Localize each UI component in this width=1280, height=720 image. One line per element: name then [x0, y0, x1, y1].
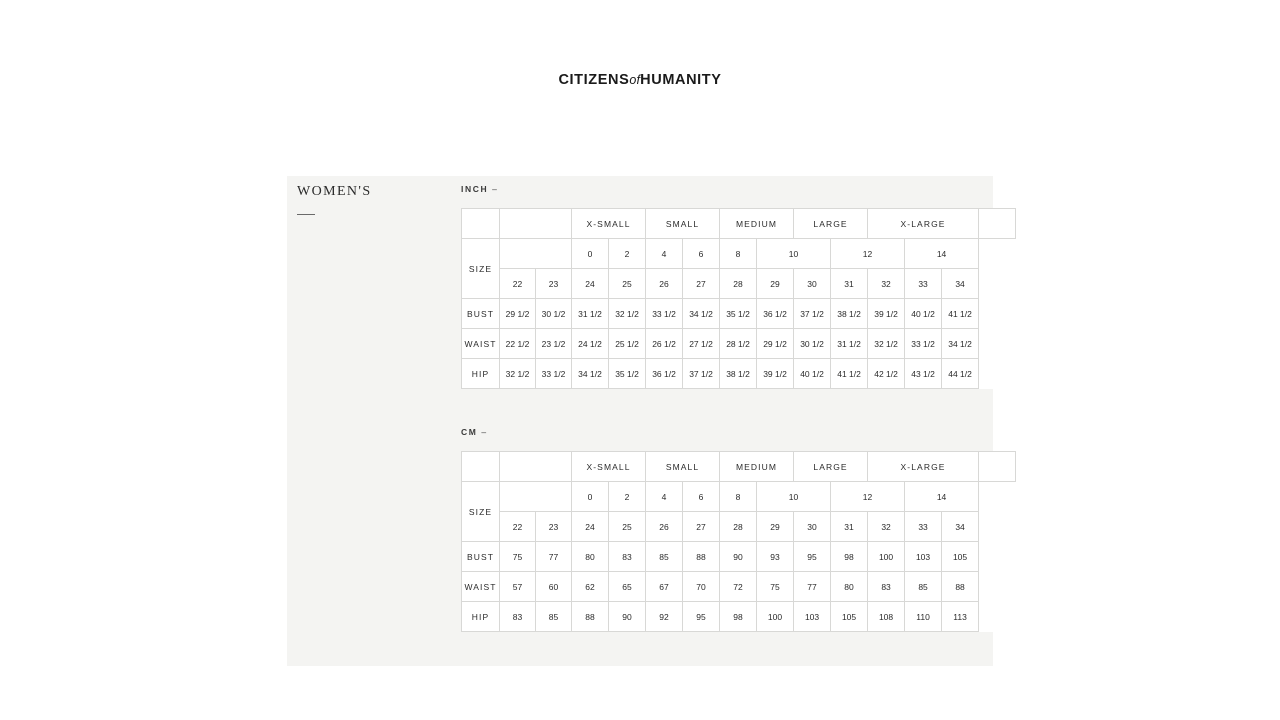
measure-cell: 41 1/2	[942, 299, 979, 329]
table-row-group-headers	[462, 209, 1053, 239]
measure-cell: 88	[942, 572, 979, 602]
measure-cell: 67	[646, 572, 683, 602]
measure-cell: 31 1/2	[572, 299, 609, 329]
cell-blank	[500, 452, 572, 482]
us-size-cell: 10	[757, 239, 831, 269]
section-spacer	[461, 389, 993, 427]
measure-cell: 36 1/2	[757, 299, 794, 329]
us-size-cell: 6	[683, 482, 720, 512]
group-header-xsmall: X-SMALL	[572, 209, 646, 239]
measure-cell: 80	[831, 572, 868, 602]
group-header-small: SMALL	[646, 209, 720, 239]
eu-size-cell: 27	[683, 269, 720, 299]
table-row-us-sizes	[462, 239, 1053, 269]
measure-cell: 42 1/2	[868, 359, 905, 389]
eu-size-cell: 34	[942, 269, 979, 299]
measure-cell: 33 1/2	[536, 359, 572, 389]
measure-cell: 75	[500, 542, 536, 572]
cell-blank	[500, 239, 572, 269]
unit-label-inch-text: INCH	[461, 184, 489, 194]
measure-cell: 72	[720, 572, 757, 602]
measure-cell: 40 1/2	[905, 299, 942, 329]
size-chart-panel	[287, 176, 993, 666]
us-size-cell: 6	[683, 239, 720, 269]
measure-cell: 32 1/2	[500, 359, 536, 389]
us-size-cell: 8	[720, 482, 757, 512]
measure-cell: 28 1/2	[720, 329, 757, 359]
measure-cell: 34 1/2	[942, 329, 979, 359]
us-size-cell: 14	[905, 482, 979, 512]
size-table-inch	[461, 208, 1053, 389]
eu-size-cell: 31	[831, 269, 868, 299]
measure-cell: 95	[683, 602, 720, 632]
measure-cell: 85	[536, 602, 572, 632]
panel-content	[461, 176, 993, 666]
table-row	[462, 602, 1053, 632]
measure-cell: 30 1/2	[794, 329, 831, 359]
brand-name-of: of	[629, 73, 641, 87]
eu-size-cell: 28	[720, 512, 757, 542]
measure-cell: 88	[683, 542, 720, 572]
eu-size-cell: 30	[794, 269, 831, 299]
unit-label-cm-dash: –	[481, 427, 488, 437]
measure-cell: 83	[868, 572, 905, 602]
group-header-xlarge: X-LARGE	[868, 209, 979, 239]
cell-blank	[500, 482, 572, 512]
eu-size-cell: 33	[905, 269, 942, 299]
measure-cell: 90	[720, 542, 757, 572]
measure-cell: 37 1/2	[683, 359, 720, 389]
eu-size-cell: 29	[757, 269, 794, 299]
eu-size-cell: 25	[609, 512, 646, 542]
measure-cell: 39 1/2	[868, 299, 905, 329]
cell-blank	[979, 452, 1016, 482]
eu-size-cell: 27	[683, 512, 720, 542]
measure-cell: 39 1/2	[757, 359, 794, 389]
measure-cell: 22 1/2	[500, 329, 536, 359]
measure-cell: 29 1/2	[500, 299, 536, 329]
measure-cell: 80	[572, 542, 609, 572]
table-row-eu-sizes	[462, 269, 1053, 299]
row-label-waist: WAIST	[462, 329, 500, 359]
measure-cell: 36 1/2	[646, 359, 683, 389]
measure-cell: 35 1/2	[720, 299, 757, 329]
table-row	[462, 299, 1053, 329]
eu-size-cell: 22	[500, 269, 536, 299]
row-label-size: SIZE	[462, 482, 500, 542]
measure-cell: 83	[609, 542, 646, 572]
category-title: WOMEN'S	[297, 184, 372, 199]
row-label-hip: HIP	[462, 602, 500, 632]
table-row	[462, 572, 1053, 602]
measure-cell: 110	[905, 602, 942, 632]
eu-size-cell: 30	[794, 512, 831, 542]
table-row	[462, 329, 1053, 359]
us-size-cell: 14	[905, 239, 979, 269]
measure-cell: 113	[942, 602, 979, 632]
us-size-cell: 2	[609, 239, 646, 269]
eu-size-cell: 33	[905, 512, 942, 542]
unit-label-cm	[461, 427, 993, 437]
eu-size-cell: 26	[646, 512, 683, 542]
measure-cell: 31 1/2	[831, 329, 868, 359]
measure-cell: 34 1/2	[683, 299, 720, 329]
measure-cell: 38 1/2	[831, 299, 868, 329]
unit-label-inch	[461, 184, 993, 194]
cell-blank	[462, 452, 500, 482]
measure-cell: 100	[757, 602, 794, 632]
size-table-cm	[461, 451, 1053, 632]
measure-cell: 33 1/2	[905, 329, 942, 359]
measure-cell: 43 1/2	[905, 359, 942, 389]
table-row-eu-sizes	[462, 512, 1053, 542]
group-header-small: SMALL	[646, 452, 720, 482]
eu-size-cell: 29	[757, 512, 794, 542]
row-label-size: SIZE	[462, 239, 500, 299]
unit-label-cm-text: CM	[461, 427, 478, 437]
eu-size-cell: 23	[536, 269, 572, 299]
measure-cell: 98	[720, 602, 757, 632]
cell-blank	[462, 209, 500, 239]
measure-cell: 37 1/2	[794, 299, 831, 329]
measure-cell: 23 1/2	[536, 329, 572, 359]
eu-size-cell: 26	[646, 269, 683, 299]
brand-header	[0, 0, 1280, 88]
eu-size-cell: 24	[572, 269, 609, 299]
eu-size-cell: 22	[500, 512, 536, 542]
measure-cell: 70	[683, 572, 720, 602]
measure-cell: 105	[942, 542, 979, 572]
group-header-large: LARGE	[794, 209, 868, 239]
eu-size-cell: 34	[942, 512, 979, 542]
eu-size-cell: 28	[720, 269, 757, 299]
brand-name-part1: CITIZENS	[558, 72, 630, 88]
group-header-large: LARGE	[794, 452, 868, 482]
eu-size-cell: 31	[831, 512, 868, 542]
measure-cell: 35 1/2	[609, 359, 646, 389]
unit-label-inch-dash: –	[492, 184, 499, 194]
measure-cell: 34 1/2	[572, 359, 609, 389]
measure-cell: 62	[572, 572, 609, 602]
measure-cell: 57	[500, 572, 536, 602]
row-label-bust: BUST	[462, 542, 500, 572]
row-label-bust: BUST	[462, 299, 500, 329]
eu-size-cell: 32	[868, 512, 905, 542]
measure-cell: 75	[757, 572, 794, 602]
measure-cell: 24 1/2	[572, 329, 609, 359]
eu-size-cell: 24	[572, 512, 609, 542]
measure-cell: 95	[794, 542, 831, 572]
measure-cell: 44 1/2	[942, 359, 979, 389]
measure-cell: 65	[609, 572, 646, 602]
cell-blank	[500, 209, 572, 239]
measure-cell: 26 1/2	[646, 329, 683, 359]
measure-cell: 40 1/2	[794, 359, 831, 389]
measure-cell: 77	[794, 572, 831, 602]
measure-cell: 92	[646, 602, 683, 632]
table-row	[462, 542, 1053, 572]
measure-cell: 33 1/2	[646, 299, 683, 329]
us-size-cell: 12	[831, 239, 905, 269]
us-size-cell: 12	[831, 482, 905, 512]
us-size-cell: 0	[572, 239, 609, 269]
measure-cell: 105	[831, 602, 868, 632]
measure-cell: 103	[794, 602, 831, 632]
us-size-cell: 4	[646, 239, 683, 269]
group-header-medium: MEDIUM	[720, 452, 794, 482]
measure-cell: 77	[536, 542, 572, 572]
measure-cell: 98	[831, 542, 868, 572]
title-divider	[297, 214, 315, 215]
measure-cell: 93	[757, 542, 794, 572]
us-size-cell: 8	[720, 239, 757, 269]
measure-cell: 90	[609, 602, 646, 632]
table-row-group-headers	[462, 452, 1053, 482]
measure-cell: 83	[500, 602, 536, 632]
group-header-xlarge: X-LARGE	[868, 452, 979, 482]
us-size-cell: 10	[757, 482, 831, 512]
cell-blank	[979, 209, 1016, 239]
measure-cell: 27 1/2	[683, 329, 720, 359]
row-label-hip: HIP	[462, 359, 500, 389]
measure-cell: 25 1/2	[609, 329, 646, 359]
measure-cell: 88	[572, 602, 609, 632]
measure-cell: 32 1/2	[609, 299, 646, 329]
measure-cell: 108	[868, 602, 905, 632]
panel-sidebar	[287, 176, 461, 666]
measure-cell: 85	[646, 542, 683, 572]
measure-cell: 85	[905, 572, 942, 602]
measure-cell: 60	[536, 572, 572, 602]
eu-size-cell: 23	[536, 512, 572, 542]
us-size-cell: 0	[572, 482, 609, 512]
measure-cell: 41 1/2	[831, 359, 868, 389]
table-row-us-sizes	[462, 482, 1053, 512]
us-size-cell: 2	[609, 482, 646, 512]
measure-cell: 100	[868, 542, 905, 572]
measure-cell: 29 1/2	[757, 329, 794, 359]
measure-cell: 32 1/2	[868, 329, 905, 359]
table-row	[462, 359, 1053, 389]
eu-size-cell: 25	[609, 269, 646, 299]
measure-cell: 38 1/2	[720, 359, 757, 389]
eu-size-cell: 32	[868, 269, 905, 299]
group-header-xsmall: X-SMALL	[572, 452, 646, 482]
row-label-waist: WAIST	[462, 572, 500, 602]
brand-name-part2: HUMANITY	[640, 72, 722, 88]
measure-cell: 103	[905, 542, 942, 572]
us-size-cell: 4	[646, 482, 683, 512]
group-header-medium: MEDIUM	[720, 209, 794, 239]
measure-cell: 30 1/2	[536, 299, 572, 329]
